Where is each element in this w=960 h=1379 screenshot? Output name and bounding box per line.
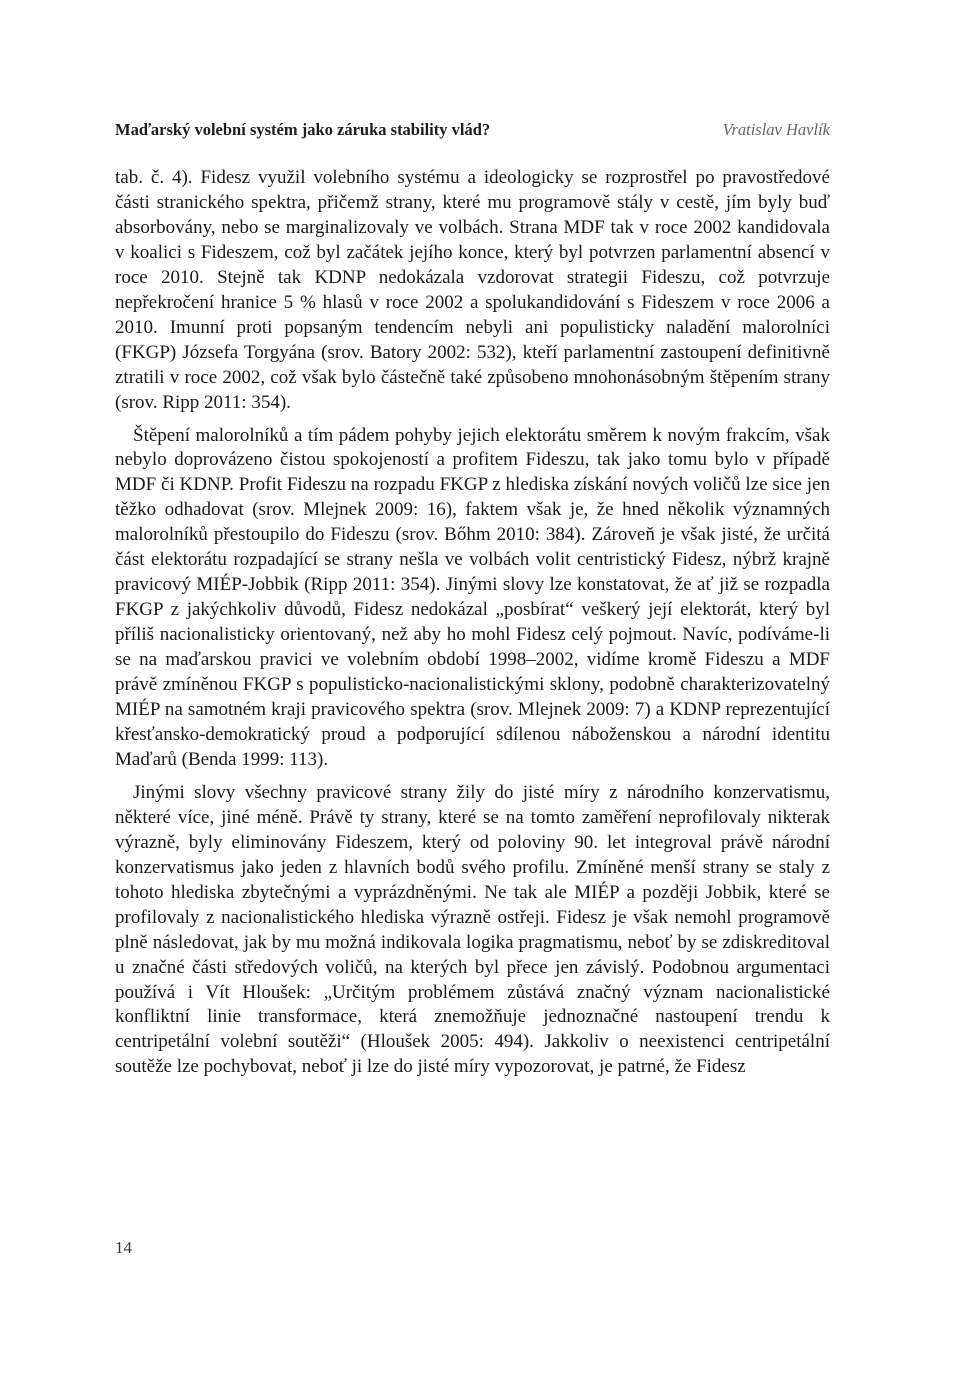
header-author: Vratislav Havlík [722, 120, 830, 139]
paragraph: Štěpení malorolníků a tím pádem pohyby jejich elektorátu směrem k novým frakcím, však nebylo doprovázeno čistou spokojeností a profitem Fideszu, tak jako tomu bylo v případě MDF či KDNP. Profit Fideszu na rozpadu FKGP z hlediska získání nových voličů lze sice jen těžko odhadovat (srov. Mlejnek 2009: 16), faktem však je, že hned několik významných malorolníků přestoupilo do Fideszu (srov. Bőhm 2010: 384). Zároveň je však jisté, že určitá část elektorátu rozpadající se strany nešla ve volbách volit centristický Fidesz, nýbrž krajně pravicový MIÉP-Jobbik (Ripp 2011: 354). Jinými slovy lze konstatovat, že ať již se rozpadla FKGP z jakýchkoliv důvodů, Fidesz nedokázal „posbírat“ veškerý její elektorát, který byl příliš nacionalisticky orientovaný, než aby ho mohl Fidesz celý pojmout. Navíc, podíváme-li se na maďarskou pravici ve volebním období 1998–2002, vidíme kromě Fideszu a MDF právě zmíněnou FKGP s populisticko-nacionalistickými sklony, podobně charakterizovatelný MIÉP na samotném kraji pravicového spektra (srov. Mlejnek 2009: 7) a KDNP reprezentující křesťansko-demokratický proud a podporující sdílenou náboženskou a národní identitu Maďarů (Benda 1999: 113). [115, 424, 830, 770]
paragraph: Jinými slovy všechny pravicové strany žily do jisté míry z národního konzervatismu, některé více, jiné méně. Právě ty strany, které se na tomto zaměření neprofilovaly nikterak výrazně, byly eliminovány Fideszem, který od poloviny 90. let integroval právě národní konzervatismus jako jeden z hlavních bodů svého profilu. Zmíněné menší strany se staly z tohoto hlediska zbytečnými a vyprázdněnými. Ne tak ale MIÉP a později Jobbik, které se profilovaly z nacionalistického hlediska výrazně ostřeji. Fidesz je však nemohl programově plně následovat, jak by mu možná indikovala logika pragmatismu, neboť by se zdiskreditoval u značné části středových voličů, na kterých byl přece jen závislý. Podobnou argumentaci používá i Vít Hloušek: „Určitým problémem zůstává značný význam nacionalistické konfliktní linie transformace, která znemožňuje jednoznačné nastoupení trendu k centripetální volební soutěži“ (Hloušek 2005: 494). Jakkoliv o neexistenci centripetální soutěže lze pochybovat, neboť ji lze do jisté míry vypozorovat, je patrné, že Fidesz [115, 781, 830, 1078]
page-number: 14 [115, 1238, 132, 1257]
body-text [115, 166, 830, 1080]
header-title: Maďarský volební systém jako záruka stability vlád? [115, 120, 491, 139]
running-header [115, 120, 830, 140]
paragraph: tab. č. 4). Fidesz využil volebního systému a ideologicky se rozprostřel po pravostředové části stranického spektra, přičemž strany, které mu programově stály v cestě, jím byly buď absorbovány, nebo se marginalizovaly ve volbách. Strana MDF tak v roce 2002 kandidovala v koalici s Fideszem, což byl začátek jejího konce, který byl potvrzen parlamentní absencí v roce 2010. Stejně tak KDNP nedokázala vzdorovat strategii Fideszu, což potvrzuje nepřekročení hranice 5 % hlasů v roce 2002 a spolukandidování s Fideszem v roce 2006 a 2010. Imunní proti popsaným tendencím nebyli ani populisticky naladění malorolníci (FKGP) Józsefa Torgyána (srov. Batory 2002: 532), kteří parlamentní zastoupení definitivně ztratili v roce 2002, což však bylo částečně také způsobeno mnohonásobným štěpením strany (srov. Ripp 2011: 354). [115, 167, 830, 413]
